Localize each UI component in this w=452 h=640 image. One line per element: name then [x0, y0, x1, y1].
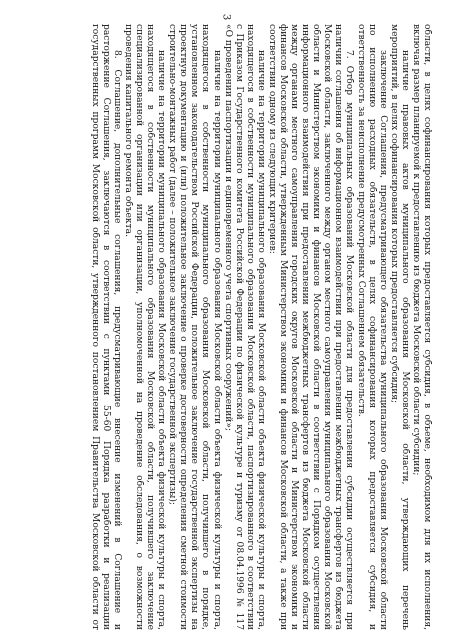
text-line: наличие правовых актов муниципального образования Московской области, утверждающих перечень	[399, 50, 410, 630]
text-line: между органами местного самоуправления городских округов Московской области и Министерством экономики и	[289, 24, 300, 630]
page-number-text: 3	[220, 13, 232, 21]
text-line: проектную документацию и (или) положительное заключение о проверке достоверности определения сметной стоимости	[178, 24, 189, 630]
text-line: находящегося в собственности муниципального образования Московской области, паспортизированного в соответствии	[244, 24, 255, 630]
text-line: с Приказом Государственного комитета Российской Федерации по физической культуре и туризму от 08.04.1996 № 117	[233, 24, 244, 630]
text-line: установленном законодательством Российской Федерации, положительное заключение государственной экспертизы на	[189, 24, 200, 630]
text-line: «О проведении паспортизации и единовременного учета спортивных сооружений»;	[222, 24, 233, 431]
document-body	[18, 24, 432, 630]
text-line: соответствии одному из следующих критериев:	[266, 24, 277, 254]
text-line: ответственность за неисполнение предусмотренных Соглашением обязательств.	[355, 24, 366, 417]
text-line: информационного взаимодействия при предоставлении межбюджетных трансфертов из бюджета Московской области	[300, 24, 311, 630]
text-line: включая размер планируемой к предоставлению из бюджета Московской области субсидии;	[410, 24, 421, 476]
text-line: 7. Отбор муниципальных образований Московской области для предоставления субсидии осуществляется при	[344, 50, 355, 630]
text-line: финансов Московской области, утвержденным Министерством экономики и финансов Московской области, а также при	[277, 24, 288, 630]
text-line: области и Министерством экономики и финансов Московской области в соответствии с Порядком осуществления	[311, 24, 322, 630]
text-line: наличие на территории муниципального образования Московской области объекта физической культуры и спорта,	[255, 50, 266, 630]
text-line: государственных программ Московской области, утвержденного постановлением Правительства Московской области от	[89, 24, 100, 630]
text-line: находящегося в собственности муниципального образования Московской области, получившего заключение	[145, 24, 156, 630]
text-line: области, в целях софинансирования которых предоставляется субсидия, в объеме, необходимом для их исполнения,	[422, 24, 432, 630]
text-line: проведения капитального ремонта объекта.	[122, 24, 133, 237]
text-line: 8. Соглашение, дополнительные соглашения, предусматривающие внесение изменений в Соглашение и	[111, 50, 122, 630]
text-line: мероприятий, в целях софинансирования которых предоставляется субсидия;	[388, 24, 399, 404]
text-line: по исполнению расходных обязательств, в целях софинансирования которых предоставляется субсидия, и	[366, 24, 377, 630]
text-line: наличие на территории муниципального образования Московской области объекта физической культуры и спорта,	[211, 50, 222, 630]
text-line: расторжение Соглашения, заключаются в соответствии с пунктами 55-60 Порядка разработки и реализации	[100, 24, 111, 630]
text-line: находящегося в собственности муниципального образования Московской области, получившего в порядке,	[200, 24, 211, 630]
text-line: строительно-монтажных работ (далее – положительное заключение государственной экспертизы);	[167, 24, 178, 505]
text-line: специализированной организации или организации, уполномоченной на проведение обследования, о возможности	[133, 24, 144, 630]
text-line: наличие на территории муниципального образования Московской области объекта физической культуры и спорта,	[156, 50, 167, 630]
text-line: заключение Соглашения, предусматривающего обязательства муниципального образования Московской области	[377, 50, 388, 630]
text-line: наличии соглашения об информационном взаимодействии при предоставлении межбюджетных трансфертов из бюджета	[333, 24, 344, 630]
text-line: Московской области, заключенного между органом местного самоуправления муниципального образования Московской	[322, 24, 333, 630]
